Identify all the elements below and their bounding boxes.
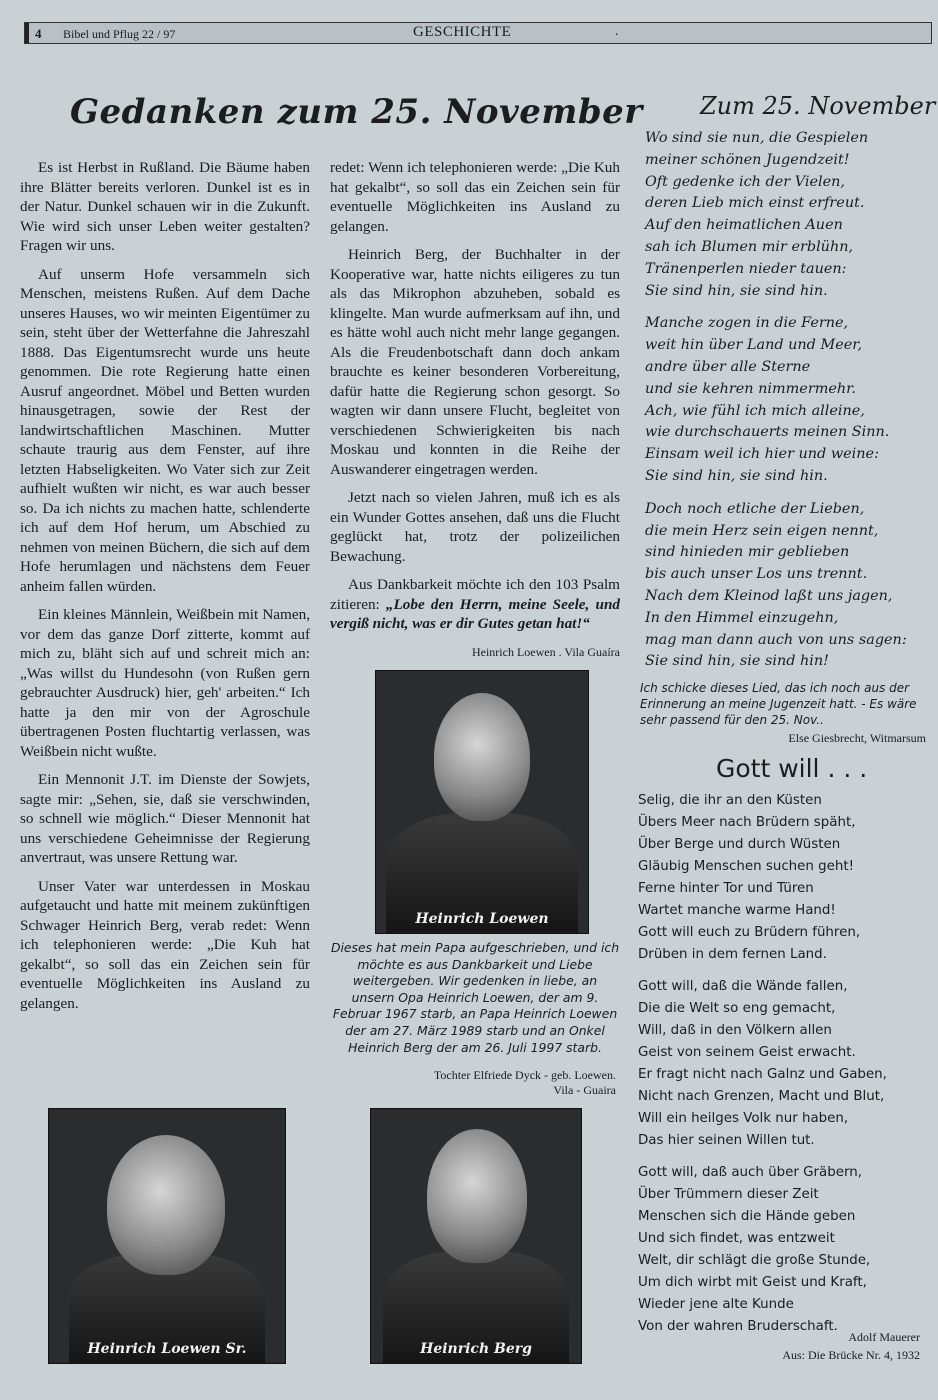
verse-line: andre über alle Sterne — [645, 358, 811, 375]
caption-signature — [330, 1068, 616, 1098]
header-dot: . — [615, 24, 619, 39]
verse-line: wie durchschauerts meinen Sinn. — [645, 424, 890, 441]
verse-line: Wieder jene alte Kunde — [638, 1297, 794, 1312]
paragraph: Auf unserm Hofe versammeln sich Menschen, meistens Rußen. Auf dem Dache unseres Hauses, wo wir meinten Eigentümer zu sein, steht über der Wetterfahne die Jahreszahl 1888. Das Eigentumsrecht wurde uns heute genommen. Die rote Regierung hatte einen Ausruf angeordnet. Möbel und Betten wurden hinausgetragen, sowie der Rest der landwirtschaftlichen Maschinen. Mutter schaute traurig aus dem Fenster, auf ihre letzten Habseligkeiten. Wo Vater sich zur Zeit aufhielt wußten wir nicht, es war auch besser so. Da ich nichts zu machen hatte, schlenderte ich auf dem Hof herum, um Abschied zu nehmen von meinen Büchern, die sich auf dem Hofe herumlagen und nächstens dem Feuer anheim fallen würden. — [20, 265, 310, 595]
magazine-name: Bibel und Pflug 22 / 97 — [63, 27, 176, 41]
paragraph: Ein kleines Männlein, Weißbein mit Namen, vor dem das ganze Dorf zitterte, kommt auf mich zu, bläht sich auf und schreit mich an: „Was willst du Hundesohn (von Rußen gern gebrauchter Ausdruck) hier, geh' arbeiten.“ Ich hatte ja den mir von der Agroschule übertragenen Posten fluchtartig verlassen, was Weißbein nicht wußte. — [20, 606, 310, 760]
verse-line: Welt, dir schlägt die große Stunde, — [638, 1253, 871, 1268]
paragraph — [330, 575, 620, 634]
page-header — [24, 22, 932, 44]
photo-caption: Heinrich Loewen Sr. — [87, 1341, 247, 1357]
verse-line: sind hinieden mir geblieben — [645, 544, 850, 561]
verse-line: Das hier seinen Willen tut. — [638, 1133, 815, 1148]
verse-line: sah ich Blumen mir erblühn, — [645, 238, 854, 255]
verse-line: Gott will, daß auch über Gräbern, — [638, 1165, 862, 1180]
page-number: 4 — [35, 26, 42, 41]
verse-line: Menschen sich die Hände geben — [638, 1209, 856, 1224]
verse-line: deren Lieb mich einst erfreut. — [645, 195, 865, 212]
photo-face — [434, 693, 530, 821]
article-column-1 — [20, 158, 310, 1022]
verse-line: Ferne hinter Tor und Türen — [638, 881, 814, 896]
verse-line: Nach dem Kleinod laßt uns jagen, — [645, 587, 893, 604]
verse-line: Die die Welt so eng gemacht, — [638, 1001, 836, 1016]
verse-line: Doch noch etliche der Lieben, — [645, 500, 865, 517]
verse-line: Sie sind hin, sie sind hin. — [645, 282, 828, 299]
verse-line: Gott will, daß die Wände fallen, — [638, 979, 848, 994]
paragraph: Es ist Herbst in Rußland. Die Bäume haben ihre Blätter bereits verloren. Dunkel ist es in der Natur. Dunkel schauen wir in die Zukunft. Wie wird sich unser Leben weiter gestalten? Fragen wir uns. — [20, 159, 310, 254]
poem2-title: Gott will . . . — [716, 754, 868, 783]
poem2-source: Aus: Die Brücke Nr. 4, 1932 — [782, 1348, 920, 1362]
caption-signature-line: Tochter Elfriede Dyck - geb. Loewen. — [433, 1068, 616, 1082]
stanza — [645, 128, 935, 302]
verse-line: Von der wahren Bruderschaft. — [638, 1319, 838, 1334]
verse-line: In den Himmel einzugehn, — [645, 609, 839, 626]
paragraph: Unser Vater war unterdessen in Moskau aufgetaucht und hatte mit meinem zukünftigen Schwager Heinrich Berg, verab redet: Wenn ich telephonieren werde: „Die Kuh hat gekalbt“, so soll das ein Zeichen sein für eventuelle Möglichkeiten ins Ausland zu gelangen. — [20, 877, 310, 1012]
verse-line: Geist von seinem Geist erwacht. — [638, 1045, 856, 1060]
verse-line: Tränenperlen nieder tauen: — [645, 260, 847, 277]
verse-line: die mein Herz sein eigen nennt, — [645, 522, 879, 539]
verse-line: Sie sind hin, sie sind hin! — [645, 653, 829, 670]
verse-line: Auf den heimatlichen Auen — [645, 217, 843, 234]
verse-line: Will, daß in den Völkern allen — [638, 1023, 832, 1038]
article-column-2 — [330, 158, 620, 671]
stanza — [638, 790, 928, 966]
verse-line: mag man dann auch von uns sagen: — [645, 631, 907, 648]
poem1 — [645, 128, 935, 684]
verse-line: Über Berge und durch Wüsten — [638, 837, 841, 852]
verse-line: Übers Meer nach Brüdern späht, — [638, 815, 856, 830]
verse-line: Wartet manche warme Hand! — [638, 903, 836, 918]
verse-line: Um dich wirbt mit Geist und Kraft, — [638, 1275, 867, 1290]
stanza — [638, 976, 928, 1152]
stanza — [645, 499, 935, 673]
paragraph: Jetzt nach so vielen Jahren, muß ich es als ein Wunder Gottes ansehen, daß uns die Flucht geglückt hat, trotz der polizeilichen Bewachung. — [330, 489, 620, 565]
photo-caption: Heinrich Berg — [420, 1341, 532, 1357]
paragraph-text: Aus Dankbarkeit möchte ich den 103 Psalm zitieren: — [330, 576, 620, 613]
header-bar — [25, 23, 29, 43]
photo-face — [427, 1129, 527, 1263]
article-title: Gedanken zum 25. November — [70, 92, 643, 132]
caption-signature-line: Vila - Guaira — [553, 1083, 616, 1097]
verse-line: Gläubig Menschen suchen geht! — [638, 859, 854, 874]
photo-caption: Heinrich Loewen — [415, 911, 549, 927]
photo-face — [107, 1135, 225, 1275]
article-signature: Heinrich Loewen . Vila Guaíra — [471, 644, 620, 659]
verse-line: Selig, die ihr an den Küsten — [638, 793, 822, 808]
section-title: GESCHICHTE — [413, 24, 512, 40]
verse-line: weit hin über Land und Meer, — [645, 337, 863, 354]
verse-line: Und sich findet, was entzweit — [638, 1231, 835, 1246]
paragraph: Heinrich Berg, der Buchhalter in der Kooperative war, hatte nichts eiligeres zu tun als das Mikrophon abzuheben, sobald es klingelte. Man wurde aufmerksam auf ihn, und es hätte wohl auch nicht mehr lange gegangen. Als die Freudenbotschaft dann doch ankam brauchte es keiner besonderen Vorbereitung, dafür hatte die Regierung schon gesorgt. So wagten wir dann unsere Flucht, begleitet von verschiedenen Schwierigkeiten bis nach Moskau und konnten in die Reihe der Auswanderer eingetragen werden. — [330, 246, 620, 478]
photo-caption-text: Dieses hat mein Papa aufgeschrieben, und ich möchte es aus Dankbarkeit und Liebe weitergeben. Wir gedenken in liebe, an unsern Opa Heinrich Loewen, der am 9. Februar 1967 starb, an Papa Heinrich Loewen der am 27. März 1989 starb und an Onkel Heinrich Berg der am 26. Juli 1997 starb. — [330, 940, 620, 1055]
verse-line: Ach, wie fühl ich mich alleine, — [645, 402, 865, 419]
poem2-signature — [640, 1328, 920, 1364]
poem1-title: Zum 25. November — [700, 92, 936, 120]
verse-line: meiner schönen Jugendzeit! — [645, 151, 850, 168]
stanza — [645, 313, 935, 487]
verse-line: Will ein heilges Volk nur haben, — [638, 1111, 849, 1126]
verse-line: Gott will euch zu Brüdern führen, — [638, 925, 861, 940]
poem1-signature: Else Giesbrecht, Witmarsum — [788, 731, 926, 745]
verse-line: Sie sind hin, sie sind hin. — [645, 467, 828, 484]
verse-line: Drüben in dem fernen Land. — [638, 947, 827, 962]
poem1-note: Ich schicke dieses Lied, das ich noch aus der Erinnerung an meine Jugenzeit hatt. - Es wäre sehr passend für den 25. Nov.. — [640, 681, 917, 727]
verse-line: Über Trümmern dieser Zeit — [638, 1187, 819, 1202]
photo-heinrich-berg — [370, 1108, 582, 1364]
poem2 — [638, 790, 928, 1348]
verse-line: bis auch unser Los uns trennt. — [645, 566, 868, 583]
verse-line: und sie kehren nimmermehr. — [645, 380, 857, 397]
photo-heinrich-loewen — [375, 670, 589, 934]
photo-heinrich-loewen-sr — [48, 1108, 286, 1364]
poem2-author: Adolf Mauerer — [848, 1330, 920, 1344]
verse-line: Wo sind sie nun, die Gespielen — [645, 130, 869, 146]
psalm-quote: „Lobe den Herrn, meine Seele, und vergiß nicht, was er dir Gutes getan hat!“ — [330, 595, 620, 632]
verse-line: Oft gedenke ich der Vielen, — [645, 173, 845, 190]
stanza — [638, 1162, 928, 1338]
verse-line: Manche zogen in die Ferne, — [645, 315, 849, 332]
paragraph: redet: Wenn ich telephonieren werde: „Die Kuh hat gekalbt“, so soll das ein Zeichen sein für eventuelle Möglichkeiten ins Ausland zu gelangen. — [330, 159, 620, 235]
paragraph: Ein Mennonit J.T. im Dienste der Sowjets, sagte mir: „Sehen, sie, daß sie verschwinden, so schnell wie möglich.“ Dieser Mennonit hat uns verschiedene Geheimnisse der Regierung anvertraut, was unsere Rettung war. — [20, 771, 310, 866]
verse-line: Er fragt nicht nach Galnz und Gaben, — [638, 1067, 887, 1082]
verse-line: Einsam weil ich hier und weine: — [645, 446, 879, 463]
verse-line: Nicht nach Grenzen, Macht und Blut, — [638, 1089, 885, 1104]
